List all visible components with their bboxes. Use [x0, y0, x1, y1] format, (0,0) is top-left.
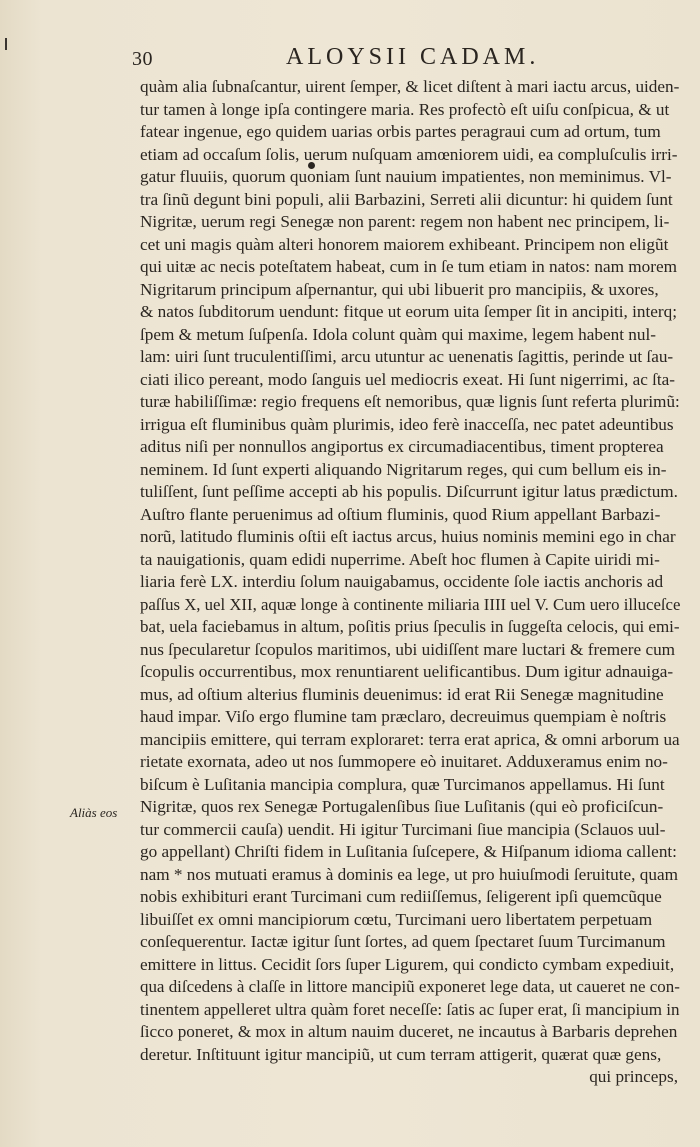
text-line: tur tamen à longe ipſa contingere maria. Res profectò eſt uiſu conſpicua, & ut: [140, 99, 670, 119]
text-line: ſcopulis occurrentibus, mox renuntiarent uelificantibus. Dum igitur adnauiga-: [140, 662, 674, 681]
running-head: ALOYSII CADAM.: [286, 44, 540, 70]
text-line: etiam ad occaſum ſolis, uerum nuſquam amœniorem uidi, ea compluſculis irri-: [140, 144, 678, 164]
text-line: libuiſſet ex omni mancipiorum cœtu, Turcimani uero libertatem perpetuam: [140, 909, 653, 929]
text-line: neminem. Id ſunt experti aliquando Nigritarum reges, qui cum bellum eis in-: [140, 459, 667, 479]
text-line: quàm alia ſubnaſcantur, uirent ſemper, & licet diſtent à mari iactu arcus, uiden-: [140, 77, 680, 96]
page-header: [128, 44, 648, 74]
text-line: paſſus X, uel XII, aquæ longe à continente miliaria IIII uel V. Cum uero illuceſce: [140, 594, 681, 614]
text-line: mancipiis emittere, qui terram exploraret: terra erat aprica, & omni arborum ua: [140, 729, 680, 749]
text-line: rietate exornata, adeo ut nos ſummopere eò inuitaret. Adduxeramus enim no-: [140, 752, 668, 771]
page-number: 30: [132, 48, 153, 70]
text-line: aditus niſi per nonnullos angiportus ex circumadiacentibus, timent propterea: [140, 437, 664, 456]
text-line: ciati ilico pereant, modo ſanguis uel mediocris exeat. Hi ſunt nigerrimi, ac ſta-: [140, 369, 676, 389]
text-line: liaria ferè LX. interdiu ſolum nauigabamus, occidente ſole iactis anchoris ad: [140, 572, 664, 591]
text-line: tra ſinũ degunt bini populi, alii Barbazini, Serreti alii dicuntur: hi quidem ſunt: [140, 189, 673, 209]
text-line: irrigua eſt fluminibus quàm plurimis, ideo ferè inacceſſa, nec patet adeuntibus: [140, 414, 674, 434]
text-line: qui uitæ ac necis poteſtatem habeat, cum in ſe tum etiam in natos: nam morem: [140, 257, 677, 276]
text-line: mus, ad oſtium alterius fluminis deuenimus: id erat Rii Senegæ magnitudine: [140, 684, 664, 704]
text-line: Nigritæ, quos rex Senegæ Portugalenſibus ſiue Luſitanis (qui eò proficiſcun-: [140, 797, 664, 816]
text-line: norũ, latitudo fluminis oſtii eſt iactus arcus, huius nominis memini ego in char: [140, 527, 676, 546]
text-line: ſicco poneret, & mox in altum nauim duceret, ne incautus à Barbaris deprehen: [140, 1022, 678, 1041]
text-line: conſequerentur. Iactæ igitur ſunt ſortes, ad quem ſpectaret ſuum Turcimanum: [140, 932, 666, 951]
text-line: nus ſpecularetur ſcopulos maritimos, ubi uidiſſent mare luctari & fremere cum: [140, 639, 676, 659]
binding-mark: [5, 38, 7, 50]
text-line: qua diſcedens à claſſe in littore mancipiũ exponeret lege data, ut caueret ne con-: [140, 977, 680, 996]
text-line: tur commercii cauſa) uendit. Hi igitur Turcimani ſiue mancipia (Sclauos uul-: [140, 819, 666, 839]
text-line: bat, uela faciebamus in altum, poſitis prius ſpeculis in ſuggeſta celocis, qui emi-: [140, 617, 680, 636]
text-line: tuliſſent, ſunt peſſime accepti ab his populis. Diſcurrunt igitur latus prædictum.: [140, 482, 678, 501]
text-line: gatur fluuiis, quorum quoniam ſunt nauium impatientes, non meminimus. Vl-: [140, 167, 672, 186]
text-line: emittere in littus. Cecidit ſors ſuper Ligurem, qui condicto cymbam expediuit,: [140, 954, 675, 974]
text-line: fatear ingenue, ego quidem uarias orbis partes peragraui cum ad ortum, tum: [140, 122, 661, 141]
body-text: [140, 76, 680, 1089]
text-line: haud impar. Viſo ergo flumine tam præclaro, decreuimus quempiam è noſtris: [140, 707, 667, 726]
text-line: nobis exhibituri erant Turcimani cum rediiſſemus, ſeligerent ipſi quemcũque: [140, 887, 662, 906]
text-line: & natos ſubditorum uendunt: fitque ut eorum uita ſemper ſit in ancipiti, interq;: [140, 302, 678, 321]
text-line: cet uni magis quàm alteri honorem maiorem exhibeant. Principem non eligũt: [140, 234, 669, 254]
text-line: turæ habiliſſimæ: regio frequens eſt nemoribus, quæ lignis ſunt referta plurimũ:: [140, 392, 680, 411]
text-line: deretur. Inſtituunt igitur mancipiũ, ut cum terram attigerit, quærat quæ gens,: [140, 1044, 662, 1064]
text-line: ſpem & metum ſuſpenſa. Idola colunt quàm qui maxime, legem habent nul-: [140, 324, 656, 344]
text-line: tinentem appelleret ultra quàm foret neceſſe: ſatis ac ſuper erat, ſi mancipium in: [140, 999, 680, 1019]
text-line: nam * nos mutuati eramus à dominis ea lege, ut pro huiuſmodi ſeruitute, quam: [140, 864, 678, 884]
margin-note: Aliàs eos: [70, 805, 118, 820]
text-line: Auſtro flante peruenimus ad oſtium fluminis, quod Rium appellant Barbazi-: [140, 504, 661, 524]
text-line: go appellant) Chriſti fidem in Luſitania ſuſcepere, & Hiſpanum idioma callent:: [140, 842, 677, 861]
catchword: qui princeps,: [589, 1067, 678, 1086]
text-line: Nigritæ, uerum regi Senegæ non parent: regem non habent nec principem, li-: [140, 212, 670, 231]
text-line: biſcum è Luſitania mancipia complura, quæ Turcimanos appellamus. Hi ſunt: [140, 774, 665, 794]
text-line: ta nauigationis, quam edidi nuperrime. Abeſt hoc flumen à Capite uiridi mi-: [140, 549, 660, 569]
text-line: lam: uiri ſunt truculentiſſimi, arcu utuntur ac uenenatis ſagittis, perinde ut ſau-: [140, 347, 674, 366]
text-line: Nigritarum principum aſpernantur, qui ubi libuerit pro mancipiis, & uxores,: [140, 279, 659, 299]
